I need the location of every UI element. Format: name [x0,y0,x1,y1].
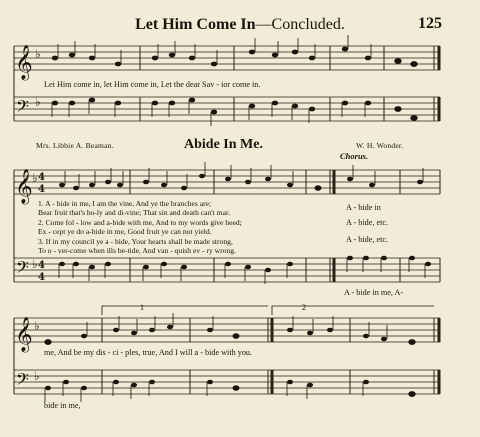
svg-text:𝄢: 𝄢 [16,96,29,120]
author-credit: Mrs. Libbie A. Beaman. [36,141,114,150]
verse-line: 2. Come fol - low and a-bide with me, And to my words give heed; [38,218,242,227]
song-title: Abide In Me. [184,137,263,152]
verse-line: 3. If in my council ye a - bide, Your hearts shall be made strong, [38,237,233,246]
svg-text:𝄞: 𝄞 [15,169,33,204]
svg-text:♭: ♭ [34,319,40,333]
svg-text:♭: ♭ [35,47,41,61]
svg-text:𝄢: 𝄢 [16,257,29,281]
system3-lyrics: me, And be my dis - ci - ples, true, And I will a - bide with you. [44,348,253,357]
system3-bass-notes [45,380,415,402]
system3-bass-staff [14,369,440,394]
svg-text:𝄞: 𝄞 [15,45,33,80]
bass-lyric: A - bide in me, A- [344,288,404,297]
song-title-concluded: Let Him Come In [135,16,256,33]
composer-credit: W. H. Wonder. [356,141,404,150]
system1-treble-staff [14,45,440,81]
svg-text:♭: ♭ [35,95,41,109]
svg-text:4: 4 [38,184,45,195]
verse-line: To o - ver-come when ills be-tide, And van - quish ev - ry wrong. [38,246,236,255]
system2-bass-staff [14,257,440,283]
volta-1-label: 1 [140,303,144,312]
svg-text:♭: ♭ [32,171,38,185]
page-number: 125 [418,15,442,32]
chorus-line: A - bide, etc. [346,235,389,244]
volta-2-label: 2 [302,303,306,312]
verse-line: Ex - cept ye do a-bide in me, Good fruit ye can not yield. [38,227,212,236]
verse-line: 1. A - bide in me, I am the vine, And ye the branches are; [38,199,212,208]
system3-bass-lyrics: bide in me, [44,401,81,410]
svg-text:𝄢: 𝄢 [16,369,29,393]
svg-text:4: 4 [38,272,45,283]
svg-text:♭: ♭ [34,369,40,383]
chorus-line: A - bide in [346,203,381,212]
svg-text:♭: ♭ [32,257,38,271]
system3-treble-staff [14,306,440,353]
section1-lyrics: Let Him come in, let Him come in, Let the dear Sav - ior come in. [44,80,261,89]
chorus-label: Chorus. [340,151,369,161]
verse-line: Bear fruit that's ho-ly and di-vine; That sin and death can't mar. [38,208,230,217]
system1-bass-staff [14,95,440,121]
chorus-line: A - bide, etc. [346,218,389,227]
title-suffix: —Concluded. [255,16,345,33]
svg-text:4: 4 [38,260,45,271]
svg-text:𝄞: 𝄞 [15,317,33,352]
svg-text:4: 4 [38,172,45,183]
